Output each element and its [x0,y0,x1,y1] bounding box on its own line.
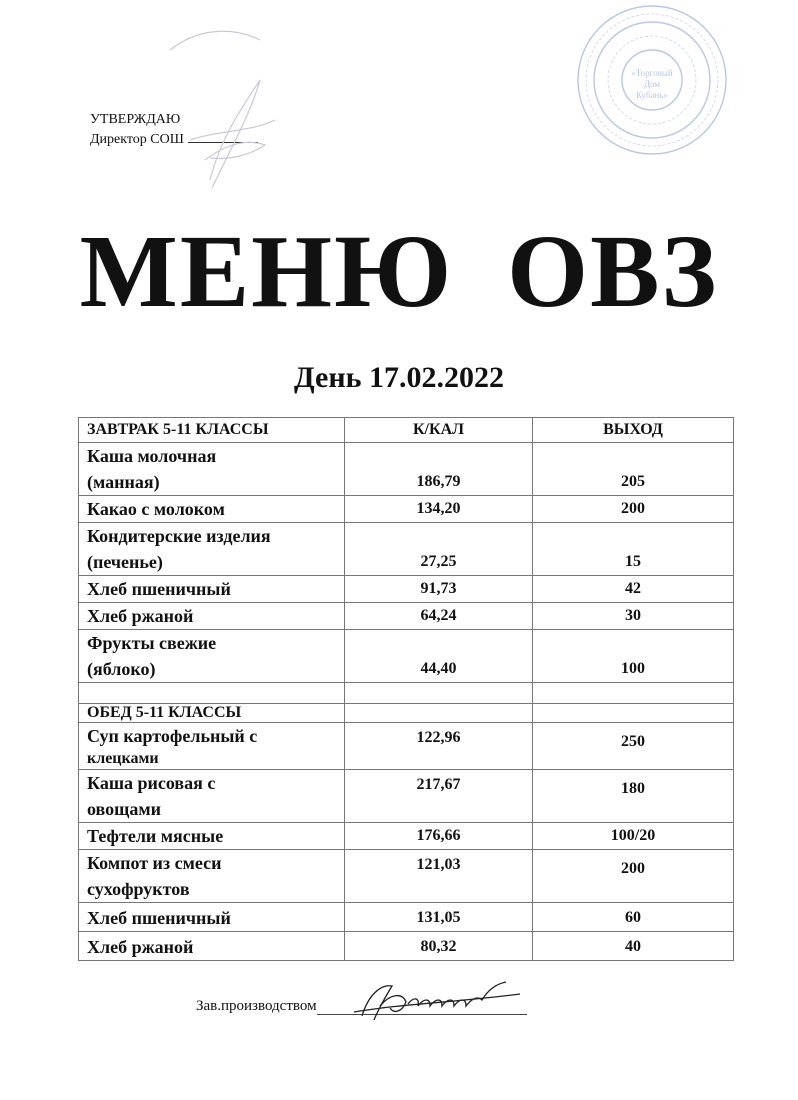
dish-output: 42 [533,576,734,603]
dish-kcal: 134,20 [345,496,533,523]
dish-name-line: (манная) [87,472,160,492]
dish-name [79,443,345,496]
dish-name: Хлеб ржаной [79,932,345,961]
dish-name: Тефтели мясные [79,823,345,850]
dish-name-line: овощами [87,799,161,819]
dish-name: Какао с молоком [79,496,345,523]
table-row [79,823,734,850]
empty-cell [533,683,734,704]
dish-name [79,630,345,683]
dish-output: 40 [533,932,734,961]
page-title: МЕНЮ ОВЗ [79,214,719,329]
dish-name [79,723,345,770]
table-row [79,630,734,683]
table-row [79,770,734,823]
approval-title: УТВЕРЖДАЮ [90,112,181,127]
dish-name-line: Компот из смеси [87,853,222,873]
dish-output: 200 [533,496,734,523]
dish-kcal: 131,05 [345,903,533,932]
dish-output: 250 [533,723,734,770]
header-breakfast: ЗАВТРАК 5-11 КЛАССЫ [79,418,345,443]
empty-cell [533,704,734,723]
dish-kcal: 186,79 [345,443,533,496]
dish-name [79,850,345,903]
dish-name [79,523,345,576]
menu-date: День 17.02.2022 [294,361,504,394]
table-header-row [79,418,734,443]
dish-name-line: (яблоко) [87,659,156,679]
dish-name: Хлеб пшеничный [79,903,345,932]
dish-name-line: Суп картофельный с [87,726,258,746]
dish-output: 100/20 [533,823,734,850]
table-row [79,903,734,932]
dish-name-line: клецками [87,750,159,767]
dish-name-line: Каша молочная [87,446,217,466]
svg-text:Дом: Дом [643,79,661,89]
table-row [79,523,734,576]
dish-kcal: 27,25 [345,523,533,576]
dish-name: Хлеб ржаной [79,603,345,630]
dish-name: Хлеб пшеничный [79,576,345,603]
dish-name [79,770,345,823]
table-row [79,932,734,961]
table-row [79,496,734,523]
empty-cell [345,683,533,704]
dish-output: 180 [533,770,734,823]
table-row [79,443,734,496]
lunch-header: ОБЕД 5-11 КЛАССЫ [79,704,345,723]
dish-kcal: 217,67 [345,770,533,823]
menu-table [78,417,734,961]
dish-output: 15 [533,523,734,576]
dish-output: 100 [533,630,734,683]
company-stamp [572,0,732,165]
table-row [79,576,734,603]
svg-text:«Торговый: «Торговый [631,68,673,78]
dish-name-line: Каша рисовая с [87,773,216,793]
dish-name-line: Фрукты свежие [87,633,217,653]
dish-name-line: (печенье) [87,552,163,572]
table-row [79,850,734,903]
dish-kcal: 121,03 [345,850,533,903]
dish-kcal: 64,24 [345,603,533,630]
dish-output: 60 [533,903,734,932]
empty-cell [79,683,345,704]
table-row [79,603,734,630]
dish-name-line: Кондитерские изделия [87,526,271,546]
approval-position-label: Директор СОШ [90,132,184,147]
dish-kcal: 44,40 [345,630,533,683]
dish-kcal: 176,66 [345,823,533,850]
director-signature [150,20,280,200]
production-manager-label: Зав.производством [196,998,317,1014]
production-manager-signature [350,976,530,1026]
header-kcal: К/КАЛ [345,418,533,443]
empty-cell [345,704,533,723]
table-row [79,723,734,770]
dish-kcal: 122,96 [345,723,533,770]
svg-text:Кубань»: Кубань» [636,90,668,100]
empty-row [79,683,734,704]
dish-kcal: 80,32 [345,932,533,961]
lunch-header-row [79,704,734,723]
dish-name-line: сухофруктов [87,879,190,899]
dish-output: 200 [533,850,734,903]
dish-output: 205 [533,443,734,496]
dish-kcal: 91,73 [345,576,533,603]
header-output: ВЫХОД [533,418,734,443]
dish-output: 30 [533,603,734,630]
